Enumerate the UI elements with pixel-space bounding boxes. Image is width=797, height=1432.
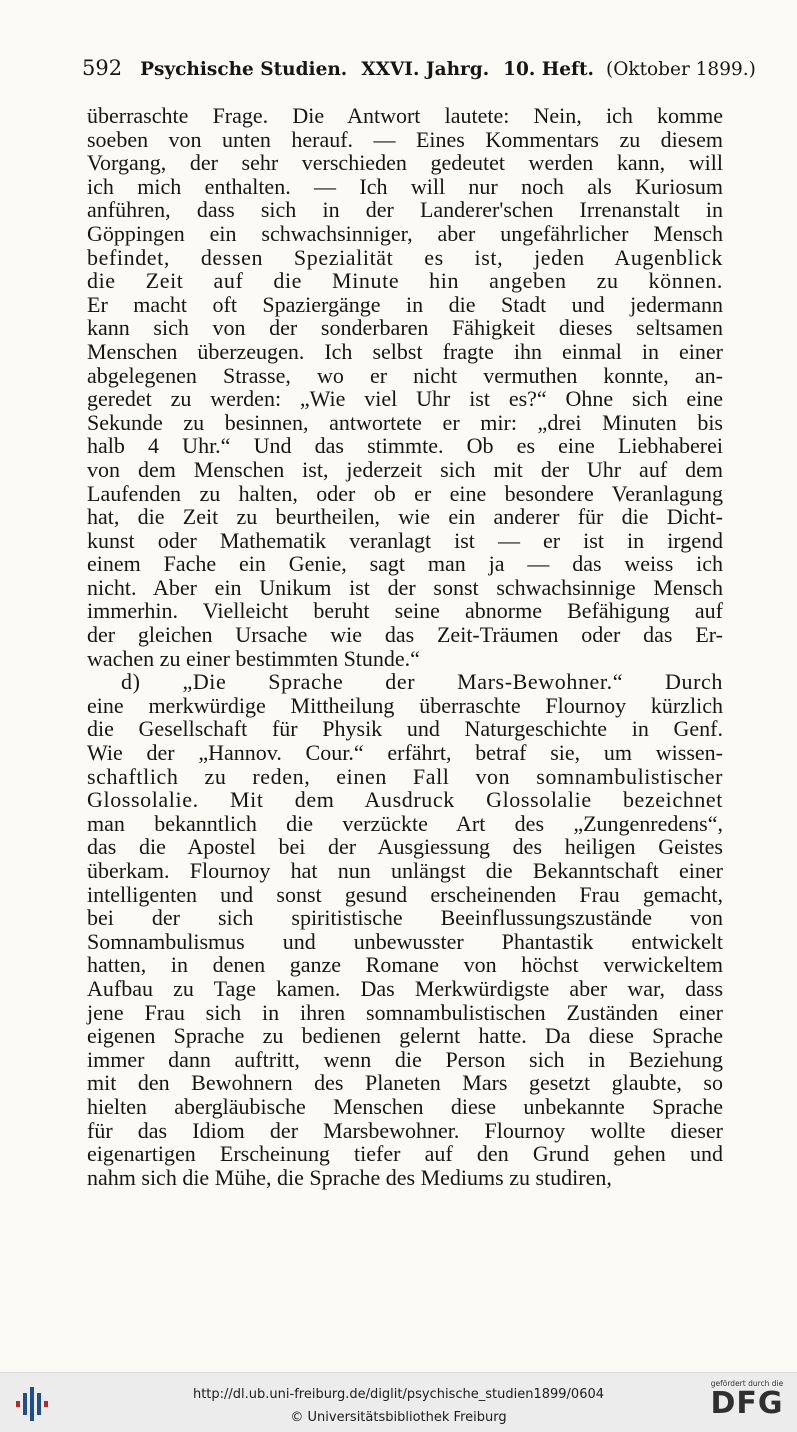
text-line: abgelegenen Strasse, wo er nicht vermuthen konnte, an-	[87, 362, 723, 388]
text-line: das die Apostel bei der Ausgiessung des heiligen Geistes	[87, 834, 723, 860]
source-url[interactable]: http://dl.ub.uni-freiburg.de/diglit/psychische_studien1899/0604	[192, 1387, 605, 1402]
text-line: mit den Bewohnern des Planeten Mars gesetzt glaubte, so	[87, 1070, 723, 1096]
text-line: eine merkwürdige Mittheilung überraschte Flournoy kürzlich	[87, 692, 723, 718]
text-line: ich mich enthalten. — Ich will nur noch als Kuriosum	[87, 173, 723, 199]
text-line: Glossolalie. Mit dem Ausdruck Glossolalie bezeichnet	[87, 787, 723, 813]
text-line: befindet, dessen Spezialität es ist, jeden Augenblick	[87, 244, 723, 270]
text-line: eigenartigen Erscheinung tiefer auf den Grund gehen und	[87, 1141, 723, 1167]
journal-title: Psychische Studien.	[140, 59, 348, 80]
text-line: hat, die Zeit zu beurtheilen, wie ein anderer für die Dicht-	[87, 504, 723, 530]
text-line: die Zeit auf die Minute hin angeben zu können.	[87, 268, 723, 294]
text-line: Wie der „Hannov. Cour.“ erfährt, betraf sie, um wissen-	[87, 740, 723, 766]
text-line: Er macht oft Spaziergänge in die Stadt und jedermann	[87, 291, 723, 317]
text-line: einem Fache ein Genie, sagt man ja — das weiss ich	[87, 551, 723, 577]
text-line: nahm sich die Mühe, die Sprache des Mediums zu studiren,	[87, 1164, 612, 1190]
text-line: immer dann auftritt, wenn die Person sich in Beziehung	[87, 1046, 723, 1072]
text-line: überkam. Flournoy hat nun unlängst die Bekanntschaft einer	[87, 858, 723, 883]
text-line: anführen, dass sich in der Landerer'schen Irrenanstalt in	[87, 197, 723, 223]
text-line: schaftlich zu reden, einen Fall von somnambulistischer	[87, 763, 723, 789]
text-line: man bekanntlich die verzückte Art des „Zungenredens“,	[87, 810, 723, 836]
issue: 10. Heft.	[503, 59, 594, 80]
text-line: soeben von unten herauf. — Eines Kommentars zu diesem	[87, 126, 723, 152]
sponsor-caption: gefördert durch die	[710, 1379, 784, 1388]
page-number: 592	[82, 56, 123, 80]
volume: XXVI. Jahrg.	[361, 59, 490, 80]
text-line: die Gesellschaft für Physik und Naturgeschichte in Genf.	[87, 716, 723, 742]
text-line: kunst oder Mathematik veranlagt ist — er ist in irgend	[87, 527, 723, 553]
text-line: Vorgang, der sehr verschieden gedeutet werden kann, will	[87, 150, 723, 176]
text-line: Somnambulismus und unbewusster Phantastik entwickelt	[87, 928, 723, 954]
text-line: Göppingen ein schwachsinniger, aber ungefährlicher Mensch	[87, 220, 723, 246]
text-line: für das Idiom der Marsbewohner. Flournoy wollte dieser	[87, 1117, 723, 1143]
viewer-footer	[0, 1372, 797, 1432]
text-line: der gleichen Ursache wie das Zeit-Träumen oder das Er-	[87, 622, 723, 648]
text-line: hielten abergläubische Menschen diese unbekannte Sprache	[87, 1093, 723, 1119]
text-line: wachen zu einer bestimmten Stunde.“	[87, 645, 420, 671]
text-line: jene Frau sich in ihren somnambulistischen Zuständen einer	[87, 999, 723, 1025]
text-line: hatten, in denen ganze Romane von höchst verwickeltem	[87, 952, 723, 978]
text-line: nicht. Aber ein Unikum ist der sonst schwachsinnige Mensch	[87, 574, 723, 600]
sponsor-block	[705, 1379, 789, 1427]
text-line: Sekunde zu besinnen, antwortete er mir: „drei Minuten bis	[87, 409, 723, 435]
issue-date: (Oktober 1899.)	[605, 59, 756, 80]
text-line: immerhin. Vielleicht beruht seine abnorme Befähigung auf	[87, 598, 723, 624]
copyright-notice: © Universitätsbibliothek Freiburg	[290, 1410, 507, 1425]
text-line: überraschte Frage. Die Antwort lautete: Nein, ich komme	[87, 103, 723, 128]
text-line: intelligenten und sonst gesund erscheinenden Frau gemacht,	[87, 881, 723, 907]
text-line: von dem Menschen ist, jederzeit sich mit der Uhr auf dem	[87, 456, 723, 482]
text-line: Laufenden zu halten, oder ob er eine besondere Veranlagung	[87, 480, 723, 506]
body-text	[87, 104, 723, 1189]
text-line: Menschen überzeugen. Ich selbst fragte ihn einmal in einer	[87, 338, 723, 364]
text-line: kann sich von der sonderbaren Fähigkeit dieses seltsamen	[87, 315, 723, 341]
text-line: eigenen Sprache zu bedienen gelernt hatte. Da diese Sprache	[87, 1023, 723, 1049]
running-head	[82, 56, 756, 80]
text-line: Aufbau zu Tage kamen. Das Merkwürdigste aber war, dass	[87, 975, 723, 1001]
text-line: bei der sich spiritistische Beeinflussungszustände von	[87, 905, 723, 931]
dfg-logo: DFG	[710, 1386, 784, 1421]
text-line: geredet zu werden: „Wie viel Uhr ist es?“ Ohne sich eine	[87, 386, 723, 412]
text-line: d) „Die Sprache der Mars-Bewohner.“ Durch	[121, 669, 723, 695]
text-line: halb 4 Uhr.“ Und das stimmte. Ob es eine Liebhaberei	[87, 433, 723, 459]
